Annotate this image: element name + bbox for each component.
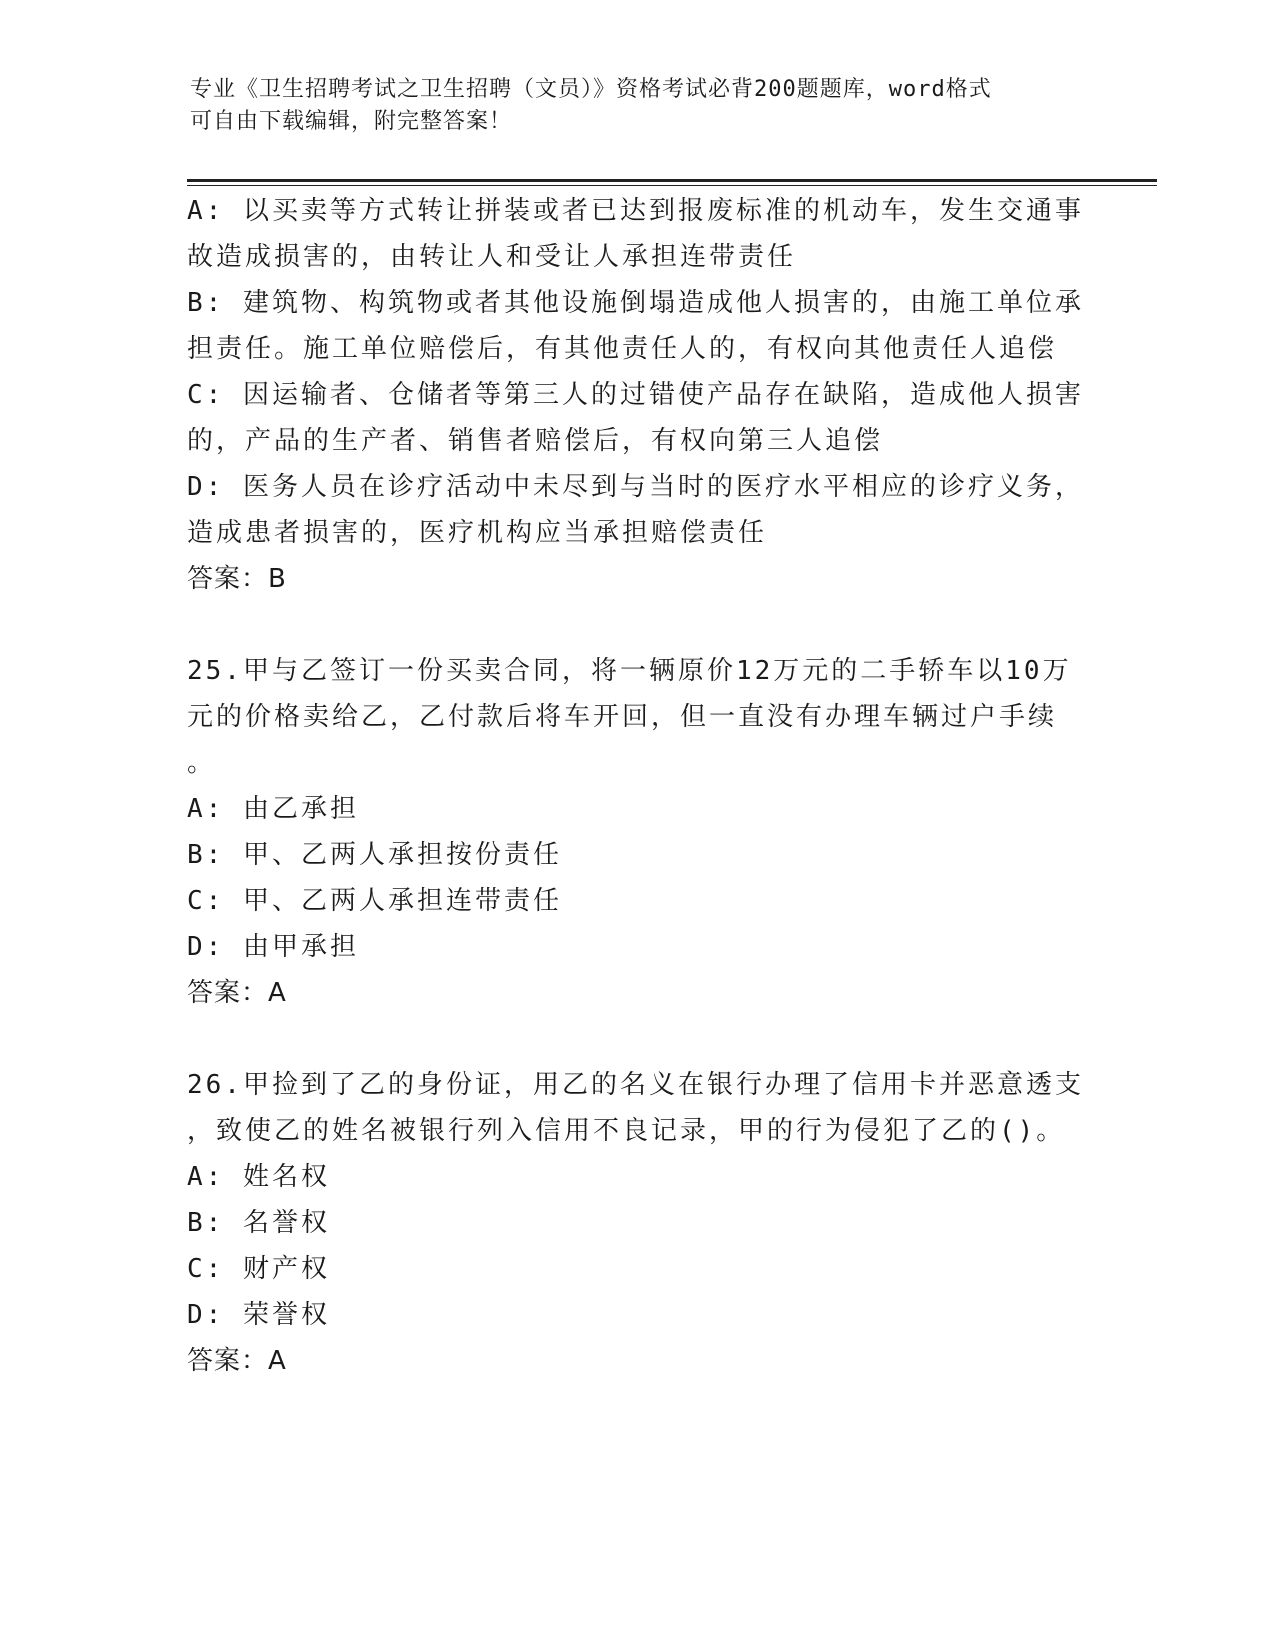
q25-answer: 答案：A [187, 978, 287, 1008]
q26-answer: 答案：A [187, 1346, 287, 1376]
q25-stem-line3: 。 [187, 748, 217, 778]
header-divider-thick [187, 179, 1157, 182]
q25-stem-line1: 25.甲与乙签订一份买卖合同，将一辆原价12万元的二手轿车以10万 [187, 656, 1072, 686]
document-header [190, 74, 1070, 138]
question-spacer [187, 602, 1087, 648]
header-line-1: 专业《卫生招聘考试之卫生招聘（文员）》资格考试必背200题题库，word格式 [190, 77, 992, 102]
q25-option-a: A: 由乙承担 [187, 794, 359, 824]
q26-option-c: C: 财产权 [187, 1254, 330, 1284]
question-content [187, 188, 1087, 1384]
q26-option-b: B: 名誉权 [187, 1208, 330, 1238]
q25-option-c: C: 甲、乙两人承担连带责任 [187, 886, 562, 916]
q24-option-d-line1: D: 医务人员在诊疗活动中未尽到与当时的医疗水平相应的诊疗义务， [187, 472, 1084, 502]
q26-option-d: D: 荣誉权 [187, 1300, 330, 1330]
q25-option-d: D: 由甲承担 [187, 932, 359, 962]
q24-option-a-line1: A: 以买卖等方式转让拼装或者已达到报废标准的机动车，发生交通事 [187, 196, 1084, 226]
q26-option-a: A: 姓名权 [187, 1162, 330, 1192]
q24-option-c-line1: C: 因运输者、仓储者等第三人的过错使产品存在缺陷，造成他人损害 [187, 380, 1084, 410]
q25-stem-line2: 元的价格卖给乙，乙付款后将车开回，但一直没有办理车辆过户手续 [187, 702, 1058, 732]
header-divider-thin [187, 185, 1157, 186]
q26-stem-line2: ，致使乙的姓名被银行列入信用不良记录，甲的行为侵犯了乙的()。 [187, 1116, 1066, 1146]
question-spacer [187, 1016, 1087, 1062]
q24-option-d-line2: 造成患者损害的，医疗机构应当承担赔偿责任 [187, 518, 768, 548]
header-line-2: 可自由下载编辑，附完整答案！ [190, 109, 513, 134]
question-24 [187, 188, 1087, 602]
q24-answer: 答案：B [187, 564, 287, 594]
q24-option-b-line2: 担责任。施工单位赔偿后，有其他责任人的，有权向其他责任人追偿 [187, 334, 1058, 364]
q24-option-c-line2: 的，产品的生产者、销售者赔偿后，有权向第三人追偿 [187, 426, 884, 456]
q24-option-a-line2: 故造成损害的，由转让人和受让人承担连带责任 [187, 242, 797, 272]
q24-option-b-line1: B: 建筑物、构筑物或者其他设施倒塌造成他人损害的，由施工单位承 [187, 288, 1084, 318]
q26-stem-line1: 26.甲捡到了乙的身份证，用乙的名义在银行办理了信用卡并恶意透支 [187, 1070, 1084, 1100]
q25-option-b: B: 甲、乙两人承担按份责任 [187, 840, 562, 870]
question-25 [187, 648, 1087, 1016]
question-26 [187, 1062, 1087, 1384]
